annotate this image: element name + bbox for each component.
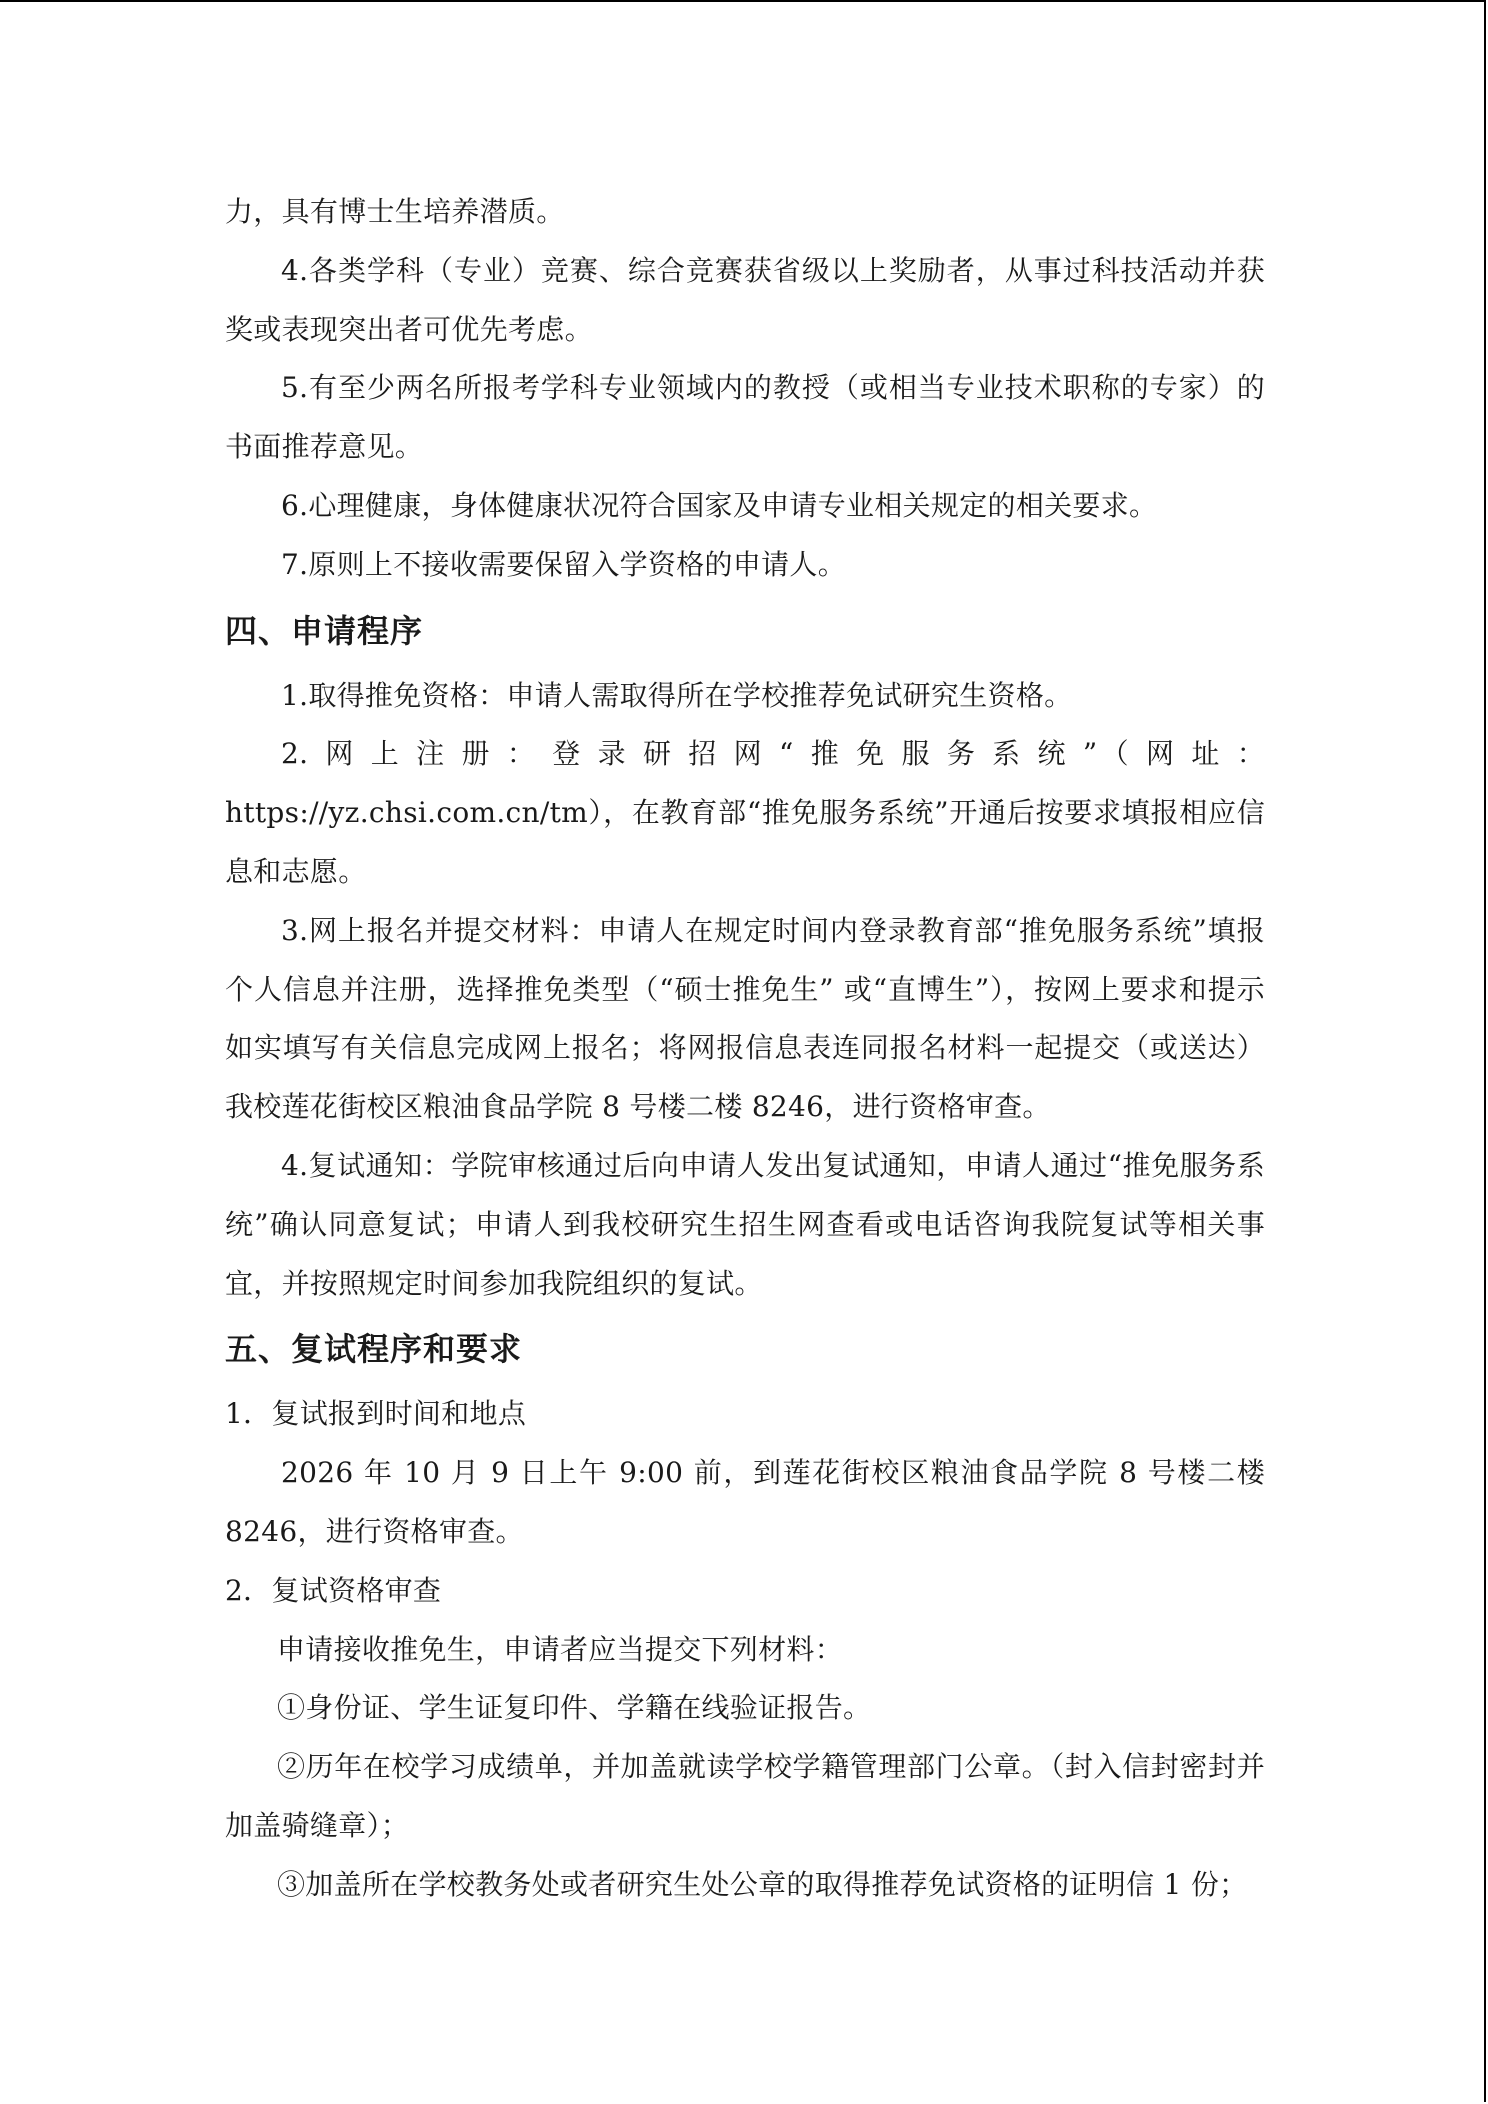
material-item-3: ③加盖所在学校教务处或者研究生处公章的取得推荐免试资格的证明信 1 份；	[277, 1867, 1248, 1901]
requirement-4: 4.各类学科（专业）竞赛、综合竞赛获省级以上奖励者，从事过科技活动并获奖或表现突出者可优先考虑。	[225, 253, 1265, 346]
paragraph-continuation: 力，具有博士生培养潜质。	[225, 195, 565, 228]
procedure-1: 1.取得推免资格：申请人需取得所在学校推荐免试研究生资格。	[281, 678, 1073, 712]
document-body	[225, 183, 1265, 1915]
subsection-2-intro: 申请接收推免生，申请者应当提交下列材料：	[277, 1632, 844, 1666]
requirement-6: 6.心理健康，身体健康状况符合国家及申请专业相关规定的相关要求。	[281, 488, 1158, 522]
procedure-3: 3.网上报名并提交材料：申请人在规定时间内登录教育部“推免服务系统”填报个人信息并注册，选择推免类型（“硕士推免生” 或“直博生”），按网上要求和提示如实填写有关信息完成网上报名；将网报信息表连同报名材料一起提交（或送达）我校莲花街校区粮油食品学院 8 号楼二楼 8246，进行资格审查。	[225, 913, 1265, 1124]
section-4-heading: 四、申请程序	[225, 611, 424, 650]
material-item-1: ①身份证、学生证复印件、学籍在线验证报告。	[277, 1691, 872, 1725]
material-item-2: ②历年在校学习成绩单，并加盖就读学校学籍管理部门公章。（封入信封密封并加盖骑缝章）；	[225, 1750, 1265, 1842]
requirement-7: 7.原则上不接收需要保留入学资格的申请人。	[281, 547, 847, 581]
subsection-2-heading: 2．复试资格审查	[225, 1573, 442, 1607]
requirement-5: 5.有至少两名所报考学科专业领域内的教授（或相当专业技术职称的专家）的书面推荐意见。	[225, 371, 1265, 464]
procedure-4: 4.复试通知：学院审核通过后向申请人发出复试通知，申请人通过“推免服务系统”确认同意复试；申请人到我校研究生招生网查看或电话咨询我院复试等相关事宜，并按照规定时间参加我院组织的复试。	[225, 1148, 1265, 1300]
procedure-2: 2.网上注册：登录研招网“推免服务系统”（网址：https://yz.chsi.com.cn/tm），在教育部“推免服务系统”开通后按要求填报相应信息和志愿。	[225, 737, 1265, 888]
subsection-1-heading: 1．复试报到时间和地点	[225, 1397, 527, 1431]
subsection-1-body: 2026 年 10 月 9 日上午 9:00 前，到莲花街校区粮油食品学院 8 号楼二楼 8246，进行资格审查。	[225, 1456, 1265, 1548]
section-5-heading: 五、复试程序和要求	[225, 1330, 523, 1369]
